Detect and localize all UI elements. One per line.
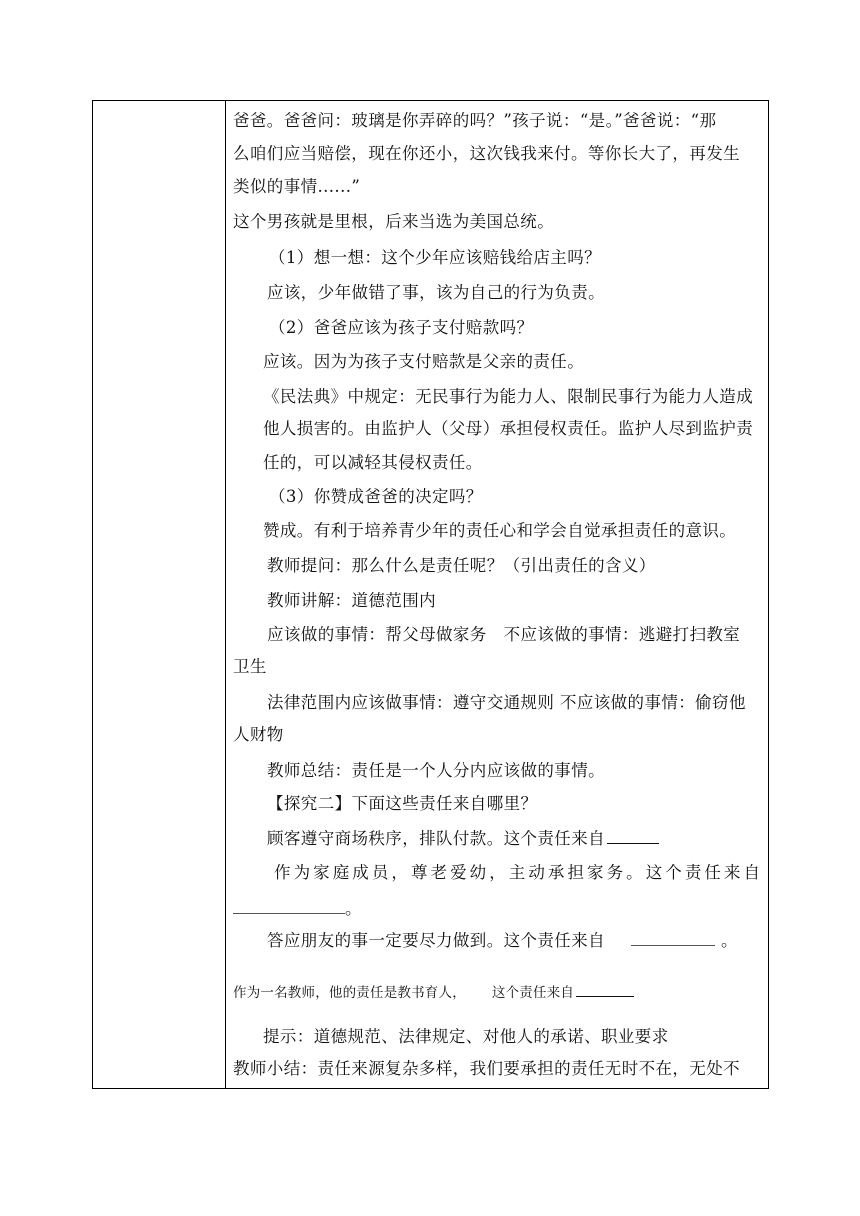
- char: 庭: [332, 863, 350, 882]
- answer-blank[interactable]: [607, 829, 659, 844]
- fill-in-text: 答应朋友的事一定要尽力做到。这个责任来自: [267, 931, 605, 950]
- char: 家: [587, 863, 604, 882]
- text-line: 爸爸。爸爸问：玻璃是你弄碎的吗？”孩子说：“是。”爸爸说：“那: [233, 111, 717, 130]
- char: 主: [508, 863, 526, 882]
- char: 幼: [469, 863, 487, 882]
- text-line: 人财物: [233, 725, 284, 744]
- char: 动: [528, 863, 545, 882]
- fill-in-line: [267, 931, 738, 951]
- char: 员: [371, 863, 389, 882]
- text-line: 类似的事情......”: [233, 177, 361, 196]
- answer-3: 赞成。有利于培养青少年的责任心和学会自觉承担责任的意识。: [263, 521, 737, 540]
- char: 成: [352, 863, 369, 882]
- char: 务: [606, 863, 624, 882]
- teacher-conclusion: 教师小结：责任来源复杂多样，我们要承担的责任无时不在，无处不: [233, 1059, 740, 1078]
- answer-2: 应该。因为为孩子支付赔款是父亲的责任。: [263, 352, 585, 371]
- fill-in-line: [233, 899, 362, 919]
- text-line: 卫生: [233, 657, 267, 676]
- law-text-line: 《民法典》中规定：无民事行为能力人、限制民事行为能力人造成: [263, 387, 754, 406]
- question-2: （2）爸爸应该为孩子支付赔款吗？: [269, 318, 534, 337]
- period: 。: [345, 899, 362, 918]
- char: ，: [489, 863, 506, 882]
- char: 尊: [410, 863, 428, 882]
- text-line: 么咱们应当赔偿，现在你还小，这次钱我来付。等你长大了，再发生: [233, 144, 740, 163]
- fill-in-text: 这个责任来自: [491, 985, 575, 1001]
- char: 老: [430, 863, 447, 882]
- column-divider: [225, 101, 226, 1088]
- answer-blank[interactable]: [631, 931, 715, 946]
- fill-in-line: [233, 983, 634, 1003]
- text-line: 应该做的事情：帮父母做家务 不应该做的事情：逃避打扫教室: [267, 625, 741, 644]
- fill-in-line-justified: [274, 863, 760, 883]
- section-heading: 【探究二】下面这些责任来自哪里？: [267, 794, 538, 813]
- answer-blank[interactable]: [233, 899, 345, 914]
- char: 责: [684, 863, 702, 882]
- char: 家: [313, 863, 330, 882]
- char: ，: [391, 863, 408, 882]
- question-1: （1）想一想：这个少年应该赔钱给店主吗？: [269, 248, 601, 267]
- char: 为: [293, 863, 311, 882]
- char: 。: [626, 863, 643, 882]
- text-line: 法律范围内应该做事情：遵守交通规则 不应该做的事情：偷窃他: [267, 693, 746, 712]
- char: 任: [704, 863, 721, 882]
- char: 这: [645, 863, 663, 882]
- char: 爱: [450, 863, 467, 882]
- hint-line: 提示：道德规范、法律规定、对他人的承诺、职业要求: [263, 1027, 669, 1046]
- char: 担: [567, 863, 584, 882]
- question-3: （3）你赞成爸爸的决定吗？: [269, 487, 483, 506]
- law-text-line: 任的，可以减轻其侵权责任。: [263, 453, 483, 472]
- answer-blank[interactable]: [576, 988, 634, 997]
- char: 承: [547, 863, 565, 882]
- lesson-table: [92, 100, 769, 1089]
- period: 。: [721, 931, 738, 950]
- char: 个: [665, 863, 682, 882]
- char: 自: [743, 863, 760, 882]
- teacher-summary: 教师总结：责任是一个人分内应该做的事情。: [267, 761, 605, 780]
- fill-in-line: [267, 829, 659, 849]
- char: 作: [274, 863, 291, 882]
- char: 来: [723, 863, 741, 882]
- law-text-line: 他人损害的。由监护人（父母）承担侵权责任。监护人尽到监护责: [263, 419, 754, 438]
- teacher-explanation: 教师讲解：道德范围内: [267, 591, 436, 610]
- teacher-question: 教师提问：那么什么是责任呢？（引出责任的含义）: [267, 556, 656, 575]
- fill-in-text: 顾客遵守商场秩序，排队付款。这个责任来自: [267, 829, 605, 848]
- answer-1: 应该，少年做错了事，该为自己的行为负责。: [267, 283, 605, 302]
- text-line: 这个男孩就是里根，后来当选为美国总统。: [233, 212, 555, 231]
- fill-in-text: 作为一名教师，他的责任是教书育人，: [233, 985, 466, 1001]
